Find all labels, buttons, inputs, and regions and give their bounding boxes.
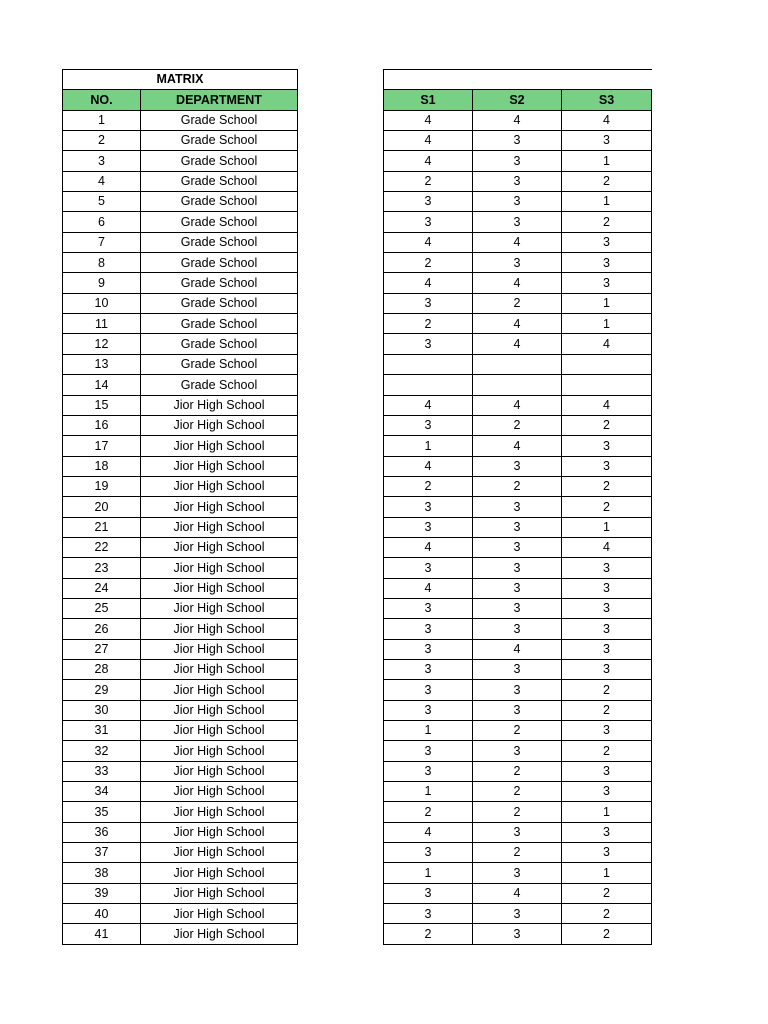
s1-score-cell[interactable]: 4 [384,395,473,415]
s2-score-cell[interactable]: 3 [473,456,562,476]
s1-score-cell[interactable]: 3 [384,192,473,212]
table-row [384,192,652,212]
s3-score-cell[interactable]: 3 [562,578,652,598]
table-row [63,232,298,252]
table-row [63,517,298,537]
department-cell[interactable]: Jior High School [141,558,298,578]
s3-score-cell[interactable]: 2 [562,700,652,720]
row-number-cell[interactable]: 17 [63,436,141,456]
s1-score-cell[interactable]: 2 [384,924,473,944]
row-number-cell[interactable]: 27 [63,639,141,659]
s1-score-cell[interactable]: 1 [384,863,473,883]
s2-score-cell[interactable]: 3 [473,253,562,273]
table-row [384,761,652,781]
table-row [384,802,652,822]
s1-score-cell[interactable]: 1 [384,782,473,802]
table-row [384,619,652,639]
s3-score-cell[interactable] [562,375,652,395]
table-row [384,659,652,679]
row-number-cell[interactable]: 11 [63,314,141,334]
department-cell[interactable]: Jior High School [141,761,298,781]
department-cell[interactable]: Jior High School [141,598,298,618]
table-row [63,721,298,741]
table-row [63,802,298,822]
table-row [63,537,298,557]
row-number-cell[interactable]: 24 [63,578,141,598]
table-row [63,436,298,456]
row-number-cell[interactable]: 18 [63,456,141,476]
s1-score-cell[interactable]: 3 [384,761,473,781]
row-number-cell[interactable]: 33 [63,761,141,781]
department-cell[interactable]: Grade School [141,375,298,395]
department-column-header[interactable]: DEPARTMENT [141,90,298,110]
scores-table [383,69,652,945]
s2-score-cell[interactable]: 3 [473,924,562,944]
department-cell[interactable]: Jior High School [141,680,298,700]
department-cell[interactable]: Jior High School [141,782,298,802]
row-number-cell[interactable]: 35 [63,802,141,822]
s1-score-cell[interactable]: 1 [384,436,473,456]
s1-score-cell[interactable]: 4 [384,232,473,252]
s3-score-cell[interactable]: 4 [562,334,652,354]
s2-score-cell[interactable]: 3 [473,558,562,578]
row-number-cell[interactable]: 32 [63,741,141,761]
s1-score-cell[interactable]: 2 [384,171,473,191]
table-row [384,497,652,517]
department-cell[interactable]: Grade School [141,273,298,293]
s1-score-cell[interactable]: 3 [384,680,473,700]
table-row [63,151,298,171]
department-cell[interactable]: Grade School [141,334,298,354]
department-cell[interactable]: Jior High School [141,578,298,598]
s1-score-cell[interactable]: 4 [384,578,473,598]
department-cell[interactable]: Jior High School [141,436,298,456]
s3-score-cell[interactable]: 3 [562,436,652,456]
s2-score-cell[interactable]: 3 [473,619,562,639]
table-row [384,822,652,842]
row-number-cell[interactable]: 14 [63,375,141,395]
department-cell[interactable]: Jior High School [141,639,298,659]
s2-score-cell[interactable]: 2 [473,293,562,313]
scores-title-cell[interactable] [384,70,652,90]
s1-score-cell[interactable]: 3 [384,843,473,863]
row-number-cell[interactable]: 6 [63,212,141,232]
table-row [63,212,298,232]
row-number-cell[interactable]: 26 [63,619,141,639]
row-number-cell[interactable]: 37 [63,843,141,863]
row-number-cell[interactable]: 23 [63,558,141,578]
s3-score-cell[interactable]: 2 [562,476,652,496]
table-row [384,700,652,720]
table-row [384,232,652,252]
table-row [384,578,652,598]
department-cell[interactable]: Jior High School [141,395,298,415]
table-row [384,863,652,883]
s1-score-cell[interactable]: 3 [384,904,473,924]
table-row [384,314,652,334]
s3-score-cell[interactable]: 2 [562,171,652,191]
s1-score-cell[interactable] [384,375,473,395]
row-number-cell[interactable]: 41 [63,924,141,944]
table-row [384,721,652,741]
row-number-cell[interactable]: 20 [63,497,141,517]
s3-score-cell[interactable]: 1 [562,863,652,883]
s3-score-cell[interactable]: 1 [562,192,652,212]
table-row [384,456,652,476]
s3-score-cell[interactable]: 3 [562,761,652,781]
department-cell[interactable]: Grade School [141,354,298,374]
table-row [384,212,652,232]
table-row [63,904,298,924]
department-cell[interactable]: Jior High School [141,924,298,944]
row-number-cell[interactable]: 36 [63,822,141,842]
s1-score-cell[interactable]: 3 [384,517,473,537]
s3-score-cell[interactable]: 1 [562,314,652,334]
s2-score-cell[interactable]: 3 [473,741,562,761]
s2-score-cell[interactable]: 3 [473,171,562,191]
table-row [384,273,652,293]
s3-score-cell[interactable]: 2 [562,904,652,924]
s2-score-cell[interactable]: 4 [473,334,562,354]
table-row [384,476,652,496]
department-cell[interactable]: Grade School [141,314,298,334]
row-number-cell[interactable]: 30 [63,700,141,720]
s2-score-cell[interactable]: 3 [473,863,562,883]
department-cell[interactable]: Grade School [141,253,298,273]
table-row [384,883,652,903]
table-row [384,375,652,395]
table-row [63,314,298,334]
s2-score-cell[interactable]: 2 [473,843,562,863]
table-row [384,253,652,273]
s3-score-cell[interactable]: 3 [562,558,652,578]
row-number-cell[interactable]: 2 [63,131,141,151]
s3-score-cell[interactable]: 4 [562,110,652,130]
department-cell[interactable]: Jior High School [141,883,298,903]
s1-column-header[interactable]: S1 [384,90,473,110]
department-cell[interactable]: Grade School [141,212,298,232]
table-row [384,639,652,659]
s2-score-cell[interactable]: 4 [473,395,562,415]
s2-score-cell[interactable]: 3 [473,537,562,557]
s3-score-cell[interactable]: 3 [562,822,652,842]
row-number-cell[interactable]: 31 [63,721,141,741]
s2-score-cell[interactable]: 4 [473,883,562,903]
table-row [63,192,298,212]
s2-score-cell[interactable]: 4 [473,436,562,456]
s1-score-cell[interactable]: 3 [384,415,473,435]
row-number-cell[interactable]: 10 [63,293,141,313]
s1-score-cell[interactable]: 3 [384,497,473,517]
matrix-title[interactable]: MATRIX [63,70,298,90]
table-row [63,131,298,151]
row-number-cell[interactable]: 16 [63,415,141,435]
department-cell[interactable]: Grade School [141,110,298,130]
s3-score-cell[interactable]: 2 [562,497,652,517]
s1-score-cell[interactable]: 3 [384,883,473,903]
s1-score-cell[interactable] [384,354,473,374]
department-cell[interactable]: Jior High School [141,700,298,720]
s1-score-cell[interactable]: 2 [384,802,473,822]
row-number-cell[interactable]: 29 [63,680,141,700]
s3-score-cell[interactable]: 3 [562,721,652,741]
table-row [384,415,652,435]
row-number-cell[interactable]: 4 [63,171,141,191]
s2-score-cell[interactable]: 2 [473,415,562,435]
table-row [63,497,298,517]
s1-score-cell[interactable]: 4 [384,456,473,476]
s2-score-cell[interactable]: 2 [473,802,562,822]
row-number-cell[interactable]: 34 [63,782,141,802]
table-row [63,843,298,863]
s2-score-cell[interactable]: 4 [473,232,562,252]
s1-score-cell[interactable]: 3 [384,700,473,720]
table-row [63,761,298,781]
s2-score-cell[interactable]: 3 [473,212,562,232]
s1-score-cell[interactable]: 4 [384,110,473,130]
s1-score-cell[interactable]: 4 [384,273,473,293]
s3-score-cell[interactable]: 2 [562,680,652,700]
s3-score-cell[interactable]: 2 [562,924,652,944]
s3-score-cell[interactable]: 3 [562,456,652,476]
department-cell[interactable]: Jior High School [141,517,298,537]
s3-score-cell[interactable]: 1 [562,151,652,171]
s1-score-cell[interactable]: 1 [384,721,473,741]
table-row [63,293,298,313]
table-row [63,110,298,130]
s1-score-cell[interactable]: 4 [384,131,473,151]
s2-score-cell[interactable]: 3 [473,192,562,212]
row-number-cell[interactable]: 8 [63,253,141,273]
s3-score-cell[interactable]: 3 [562,131,652,151]
row-number-cell[interactable]: 7 [63,232,141,252]
row-number-cell[interactable]: 13 [63,354,141,374]
table-row [63,680,298,700]
table-row [384,395,652,415]
s3-column-header[interactable]: S3 [562,90,652,110]
s1-score-cell[interactable]: 2 [384,253,473,273]
table-row [63,334,298,354]
table-row [63,883,298,903]
department-cell[interactable]: Jior High School [141,863,298,883]
s1-score-cell[interactable]: 3 [384,659,473,679]
s2-score-cell[interactable]: 3 [473,598,562,618]
s3-score-cell[interactable]: 1 [562,802,652,822]
s2-score-cell[interactable]: 3 [473,680,562,700]
table-row [384,517,652,537]
row-number-cell[interactable]: 3 [63,151,141,171]
s1-score-cell[interactable]: 3 [384,558,473,578]
row-number-cell[interactable]: 39 [63,883,141,903]
s2-score-cell[interactable]: 3 [473,822,562,842]
row-number-cell[interactable]: 25 [63,598,141,618]
s2-score-cell[interactable]: 4 [473,110,562,130]
s1-score-cell[interactable]: 3 [384,619,473,639]
s2-score-cell[interactable]: 4 [473,639,562,659]
row-number-cell[interactable]: 28 [63,659,141,679]
table-row [63,578,298,598]
s2-score-cell[interactable]: 3 [473,497,562,517]
s1-score-cell[interactable]: 3 [384,293,473,313]
s3-score-cell[interactable]: 1 [562,293,652,313]
department-cell[interactable]: Jior High School [141,456,298,476]
s2-score-cell[interactable]: 3 [473,517,562,537]
table-row [63,456,298,476]
row-number-cell[interactable]: 15 [63,395,141,415]
s2-score-cell[interactable]: 3 [473,151,562,171]
s2-score-cell[interactable]: 3 [473,131,562,151]
scores-table-body [384,70,652,945]
table-row [63,253,298,273]
table-row [384,131,652,151]
s1-score-cell[interactable]: 2 [384,314,473,334]
table-row [384,843,652,863]
department-cell[interactable]: Jior High School [141,476,298,496]
table-row [63,171,298,191]
table-row [384,782,652,802]
row-number-cell[interactable]: 22 [63,537,141,557]
s1-score-cell[interactable]: 3 [384,212,473,232]
s2-score-cell[interactable]: 4 [473,273,562,293]
table-row [384,680,652,700]
table-row [384,924,652,944]
table-row [63,375,298,395]
row-number-cell[interactable]: 9 [63,273,141,293]
department-cell[interactable]: Jior High School [141,802,298,822]
department-cell[interactable]: Jior High School [141,904,298,924]
s1-score-cell[interactable]: 3 [384,334,473,354]
s1-score-cell[interactable]: 4 [384,151,473,171]
department-cell[interactable]: Jior High School [141,721,298,741]
row-number-cell[interactable]: 1 [63,110,141,130]
row-number-cell[interactable]: 40 [63,904,141,924]
table-row [63,558,298,578]
s3-score-cell[interactable]: 4 [562,395,652,415]
row-number-cell[interactable]: 38 [63,863,141,883]
s2-score-cell[interactable]: 2 [473,721,562,741]
s2-score-cell[interactable] [473,375,562,395]
table-row [384,151,652,171]
department-cell[interactable]: Jior High School [141,415,298,435]
s2-score-cell[interactable]: 2 [473,761,562,781]
s1-score-cell[interactable]: 3 [384,598,473,618]
table-row [384,537,652,557]
department-cell[interactable]: Grade School [141,293,298,313]
table-row [63,415,298,435]
s3-score-cell[interactable]: 3 [562,598,652,618]
s2-score-cell[interactable]: 2 [473,476,562,496]
department-cell[interactable]: Jior High School [141,537,298,557]
table-row [63,639,298,659]
s3-score-cell[interactable]: 4 [562,537,652,557]
s1-score-cell[interactable]: 4 [384,822,473,842]
row-number-cell[interactable]: 12 [63,334,141,354]
s3-score-cell[interactable]: 3 [562,843,652,863]
department-cell[interactable]: Jior High School [141,619,298,639]
table-row [384,354,652,374]
s2-score-cell[interactable]: 3 [473,904,562,924]
department-cell[interactable]: Jior High School [141,822,298,842]
department-cell[interactable]: Jior High School [141,497,298,517]
table-row [63,700,298,720]
s1-score-cell[interactable]: 2 [384,476,473,496]
s2-score-cell[interactable]: 3 [473,659,562,679]
s3-score-cell[interactable]: 3 [562,253,652,273]
s3-score-cell[interactable]: 3 [562,659,652,679]
table-row [63,924,298,944]
s3-score-cell[interactable]: 3 [562,273,652,293]
s3-score-cell[interactable]: 2 [562,741,652,761]
s3-score-cell[interactable]: 2 [562,883,652,903]
table-row [384,558,652,578]
table-row [63,598,298,618]
department-cell[interactable]: Grade School [141,131,298,151]
table-row [384,598,652,618]
row-number-cell[interactable]: 5 [63,192,141,212]
department-cell[interactable]: Grade School [141,171,298,191]
table-row [63,619,298,639]
s3-score-cell[interactable]: 3 [562,782,652,802]
table-row [384,904,652,924]
s2-score-cell[interactable]: 3 [473,578,562,598]
s3-score-cell[interactable]: 3 [562,619,652,639]
table-row [63,659,298,679]
table-row [63,354,298,374]
row-number-cell[interactable]: 19 [63,476,141,496]
s3-score-cell[interactable]: 2 [562,415,652,435]
department-cell[interactable]: Grade School [141,151,298,171]
no-column-header[interactable]: NO. [63,90,141,110]
s3-score-cell[interactable]: 3 [562,639,652,659]
table-row [63,395,298,415]
s1-score-cell[interactable]: 3 [384,741,473,761]
row-number-cell[interactable]: 21 [63,517,141,537]
table-row [384,436,652,456]
table-row [384,741,652,761]
department-cell[interactable]: Jior High School [141,659,298,679]
table-row [384,334,652,354]
table-row [63,476,298,496]
matrix-table [62,69,298,945]
department-cell[interactable]: Grade School [141,192,298,212]
department-cell[interactable]: Grade School [141,232,298,252]
s2-column-header[interactable]: S2 [473,90,562,110]
table-row [63,822,298,842]
s3-score-cell[interactable] [562,354,652,374]
department-cell[interactable]: Jior High School [141,843,298,863]
s2-score-cell[interactable] [473,354,562,374]
s1-score-cell[interactable]: 3 [384,639,473,659]
s2-score-cell[interactable]: 2 [473,782,562,802]
table-row [63,741,298,761]
table-row [384,293,652,313]
s1-score-cell[interactable]: 4 [384,537,473,557]
s3-score-cell[interactable]: 1 [562,517,652,537]
table-row [384,110,652,130]
table-row [384,171,652,191]
department-cell[interactable]: Jior High School [141,741,298,761]
s3-score-cell[interactable]: 2 [562,212,652,232]
s2-score-cell[interactable]: 3 [473,700,562,720]
table-row [63,273,298,293]
s3-score-cell[interactable]: 3 [562,232,652,252]
s2-score-cell[interactable]: 4 [473,314,562,334]
matrix-table-body [63,70,298,945]
table-row [63,782,298,802]
table-row [63,863,298,883]
